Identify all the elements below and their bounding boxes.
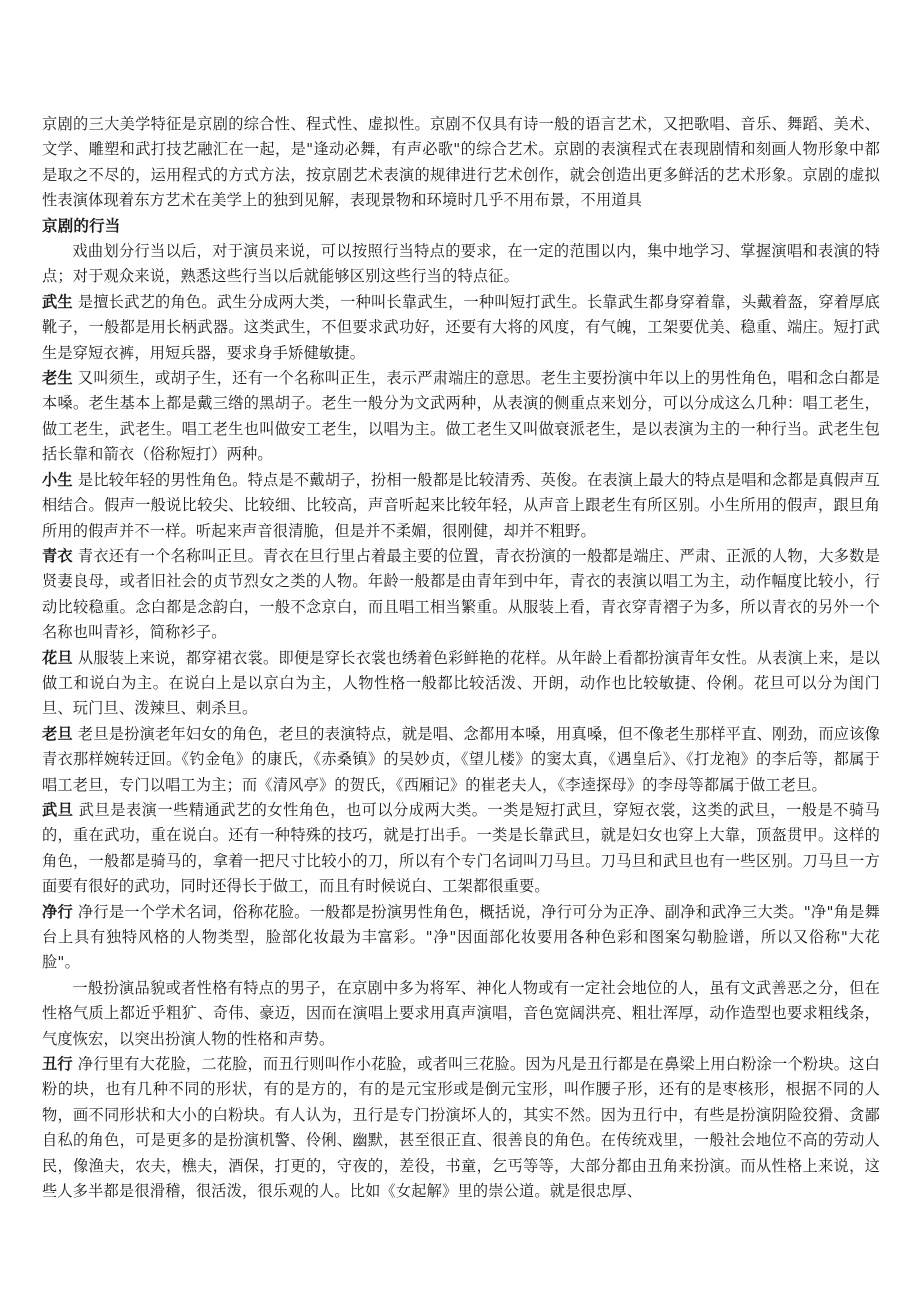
role-chouhang	[42, 1052, 880, 1204]
role-jinghang	[42, 900, 880, 976]
role-wusheng	[42, 290, 880, 366]
section-intro-paragraph: 戏曲划分行当以后，对于演员来说，可以按照行当特点的要求，在一定的范围以内，集中地学习、掌握演唱和表演的特点；对于观众来说，熟悉这些行当以后就能够区别这些行当的特点征。	[42, 242, 880, 286]
role-laosheng	[42, 366, 880, 468]
role-term: 花旦	[42, 648, 73, 667]
role-description: 从服装上来说，都穿裙衣裳。即便是穿长衣裳也绣着色彩鲜艳的花样。从年龄上看都扮演青年女性。从表演上来，是以做工和说白为主。在说白上是以京白为主，人物性格一般都比较活泼、开朗，动作也比较敏捷、伶俐。花旦可以分为闺门旦、玩门旦、泼辣旦、刺杀旦。	[42, 648, 880, 718]
role-term: 净行	[42, 902, 73, 921]
role-term: 武旦	[42, 800, 74, 819]
role-description: 是比较年轻的男性角色。特点是不戴胡子，扮相一般都是比较清秀、英俊。在表演上最大的特点是唱和念都是真假声互相结合。假声一般说比较尖、比较细、比较高，声音听起来比较年轻，从声音上跟老生有所区别。小生所用的假声，跟旦角所用的假声并不一样。听起来声音很清脆，但是并不柔媚，很刚健，却并不粗野。	[42, 470, 880, 540]
role-term: 青衣	[42, 546, 73, 565]
role-term: 丑行	[42, 1055, 73, 1074]
role-description: 净行是一个学术名词，俗称花脸。一般都是扮演男性角色，概括说，净行可分为正净、副净和武净三大类。"净"角是舞台上具有独特风格的人物类型，脸部化妆最为丰富彩。"净"因面部化妆要用各种色彩和图案勾勒脸谱，所以又俗称"大花脸"。	[42, 902, 880, 972]
role-description: 青衣还有一个名称叫正旦。青衣在旦行里占着最主要的位置，青衣扮演的一般都是端庄、严肃、正派的人物，大多数是贤妻良母，或者旧社会的贞节烈女之类的人物。年龄一般都是由青年到中年，青衣的表演以唱工为主，动作幅度比较小，行动比较稳重。念白都是念韵白，一般不念京白，而且唱工相当繁重。从服装上看，青衣穿青褶子为多，所以青衣的另外一个名称也叫青衫，简称衫子。	[42, 546, 880, 642]
role-xiaosheng	[42, 468, 880, 544]
role-laodan	[42, 722, 880, 798]
document-body	[42, 112, 880, 1204]
section-title: 京剧的行当	[42, 216, 121, 235]
role-term: 老旦	[42, 724, 73, 743]
role-description: 净行里有大花脸，二花脸，而丑行则叫作小花脸，或者叫三花脸。因为凡是丑行都是在鼻梁上用白粉涂一个粉块。这白粉的块，也有几种不同的形状，有的是方的，有的是元宝形或是倒元宝形，叫作腰子形，还有的是枣核形，根据不同的人物，画不同形状和大小的白粉块。有人认为，丑行是专门扮演坏人的，其实不然。因为丑行中，有些是扮演阴险狡猾、贪鄙自私的角色，可是更多的是扮演机警、伶俐、幽默，甚至很正直、很善良的角色。在传统戏里，一般社会地位不高的劳动人民，像渔夫，农夫，樵夫，酒保，打更的，守夜的，差役，书童，乞丐等等，大部分都由丑角来扮演。而从性格上来说，这些人多半都是很滑稽，很活泼，很乐观的人。比如《女起解》里的崇公道。就是很忠厚、	[42, 1055, 880, 1201]
role-description: 又叫须生，或胡子生，还有一个名称叫正生，表示严肃端庄的意思。老生主要扮演中年以上的男性角色，唱和念白都是本嗓。老生基本上都是戴三绺的黑胡子。老生一般分为文武两种，从表演的侧重点来划分，可以分成这么几种：唱工老生，做工老生，武老生。唱工老生也叫做安工老生，以唱为主。做工老生又叫做衰派老生，是以表演为主的一种行当。武老生包括长靠和箭衣（俗称短打）两种。	[42, 369, 880, 464]
role-qingyi	[42, 544, 880, 646]
role-wudan	[42, 798, 880, 900]
role-term: 老生	[42, 369, 73, 388]
role-term: 武生	[42, 292, 73, 311]
role-description: 是擅长武艺的角色。武生分成两大类，一种叫长靠武生，一种叫短打武生。长靠武生都身穿着靠，头戴着盔，穿着厚底靴子，一般都是用长柄武器。这类武生，不但要求武功好，还要有大将的风度，有气魄，工架要优美、稳重、端庄。短打武生是穿短衣裤，用短兵器，要求身手矫健敏捷。	[42, 292, 880, 362]
role-huadan	[42, 646, 880, 722]
role-term: 小生	[42, 470, 73, 489]
intro-paragraph: 京剧的三大美学特征是京剧的综合性、程式性、虚拟性。京剧不仅具有诗一般的语言艺术，又把歌唱、音乐、舞蹈、美术、文学、雕塑和武打技艺融汇在一起，是"逢动必舞，有声必歌"的综合艺术。京剧的表演程式在表现剧情和刻画人物形象中都是取之不尽的，运用程式的方式方法，按京剧艺术表演的规律进行艺术创作，就会创造出更多鲜活的艺术形象。京剧的虚拟性表演体现着东方艺术在美学上的独到见解，表现景物和环境时几乎不用布景，不用道具	[42, 115, 880, 210]
role-description: 老旦是扮演老年妇女的角色，老旦的表演特点，就是唱、念都用本嗓，用真嗓，但不像老生那样平直、刚劲，而应该像青衣那样婉转迂回。《钓金龟》的康氏，《赤桑镇》的吴妙贞，《望儿楼》的窦太真，《遇皇后》、《打龙袍》的李后等，都属于唱工老旦，专门以唱工为主；而《清风亭》的贺氏，《西厢记》的崔老夫人，《李逵探母》的李母等都属于做工老旦。	[42, 724, 880, 794]
jing-detail-paragraph: 一般扮演品貌或者性格有特点的男子，在京剧中多为将军、神化人物或有一定社会地位的人，虽有文武善恶之分，但在性格气质上都近乎粗犷、奇伟、豪迈，因而在演唱上要求用真声演唱，音色宽阔洪亮、粗壮浑厚，动作造型也要求粗线条，气度恢宏，以突出扮演人物的性格和声势。	[42, 978, 880, 1048]
role-description: 武旦是表演一些精通武艺的女性角色，也可以分成两大类。一类是短打武旦，穿短衣裳，这类的武旦，一般是不骑马的，重在武功，重在说白。还有一种特殊的技巧，就是打出手。一类是长靠武旦，就是妇女也穿上大靠，顶盔贯甲。这样的角色，一般都是骑马的，拿着一把尺寸比较小的刀，所以有个专门名词叫刀马旦。刀马旦和武旦也有一些区别。刀马旦一方面要有很好的武功，同时还得长于做工，而且有时候说白、工架都很重要。	[42, 800, 880, 896]
